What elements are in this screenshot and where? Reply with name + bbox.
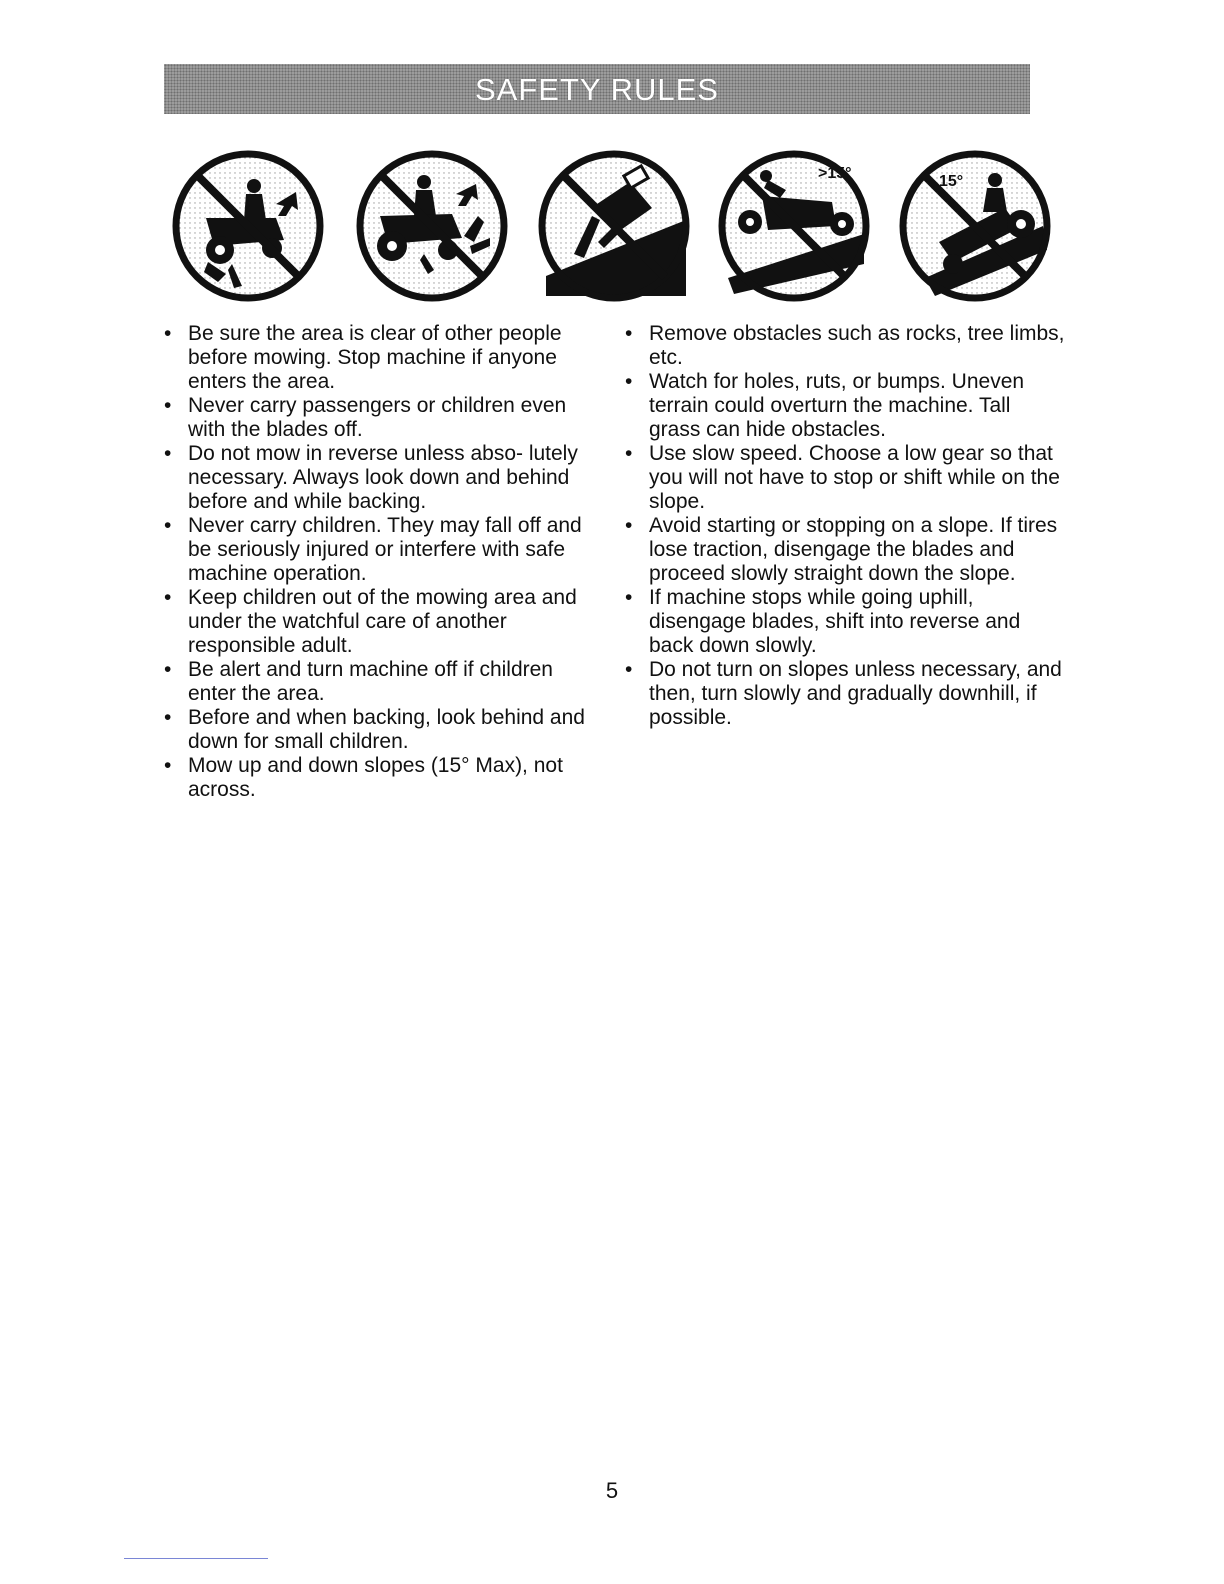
slope-over-15-tipping-icon bbox=[714, 146, 874, 306]
list-item: • Use slow speed. Choose a low gear so that you will not have to stop or shift while on the slope. bbox=[625, 442, 1060, 513]
list-item: • Avoid starting or stopping on a slope. If tires lose traction, disengage the blades and proceed slowly straight down the slope. bbox=[625, 514, 1058, 585]
no-bystanders-icon bbox=[168, 146, 328, 306]
slope-angle-label: >15° bbox=[818, 165, 852, 182]
right-rules-list bbox=[625, 322, 1065, 730]
list-item: • Before and when backing, look behind and down for small children. bbox=[164, 706, 585, 753]
slope-max-label: 15° bbox=[939, 173, 964, 190]
list-item: • Watch for holes, ruts, or bumps. Uneven terrain could overturn the machine. Tall grass can hide obstacles. bbox=[625, 370, 1025, 441]
left-rules-list bbox=[164, 322, 604, 802]
list-item: • Do not turn on slopes unless necessary, and then, turn slowly and gradually downhill, if possible. bbox=[625, 658, 1062, 729]
list-item: • Mow up and down slopes (15° Max), not across. bbox=[164, 754, 563, 801]
safety-rules-banner bbox=[164, 64, 1030, 114]
list-item: • Do not mow in reverse unless abso- lutely necessary. Always look down and behind before and while backing. bbox=[164, 442, 578, 513]
list-item: • Never carry children. They may fall off and be seriously injured or interfere with safe machine operation. bbox=[164, 514, 582, 585]
list-item: • Remove obstacles such as rocks, tree limbs, etc. bbox=[625, 322, 1065, 369]
list-item: • Be alert and turn machine off if children enter the area. bbox=[164, 658, 553, 705]
list-item: • Keep children out of the mowing area and under the watchful care of another responsible adult. bbox=[164, 586, 577, 657]
list-item: • Be sure the area is clear of other people before mowing. Stop machine if anyone enters the area. bbox=[164, 322, 562, 393]
page-number: 5 bbox=[605, 1478, 619, 1503]
no-passengers-icon bbox=[352, 146, 512, 306]
list-item: • If machine stops while going uphill, disengage blades, shift into reverse and back down slowly. bbox=[625, 586, 1021, 657]
page-title: SAFETY RULES bbox=[474, 72, 719, 107]
no-mowing-across-slope-icon bbox=[534, 146, 694, 306]
list-item: • Never carry passengers or children even with the blades off. bbox=[164, 394, 567, 441]
footer-divider bbox=[124, 1558, 268, 1559]
slope-15-max-icon bbox=[895, 146, 1055, 306]
